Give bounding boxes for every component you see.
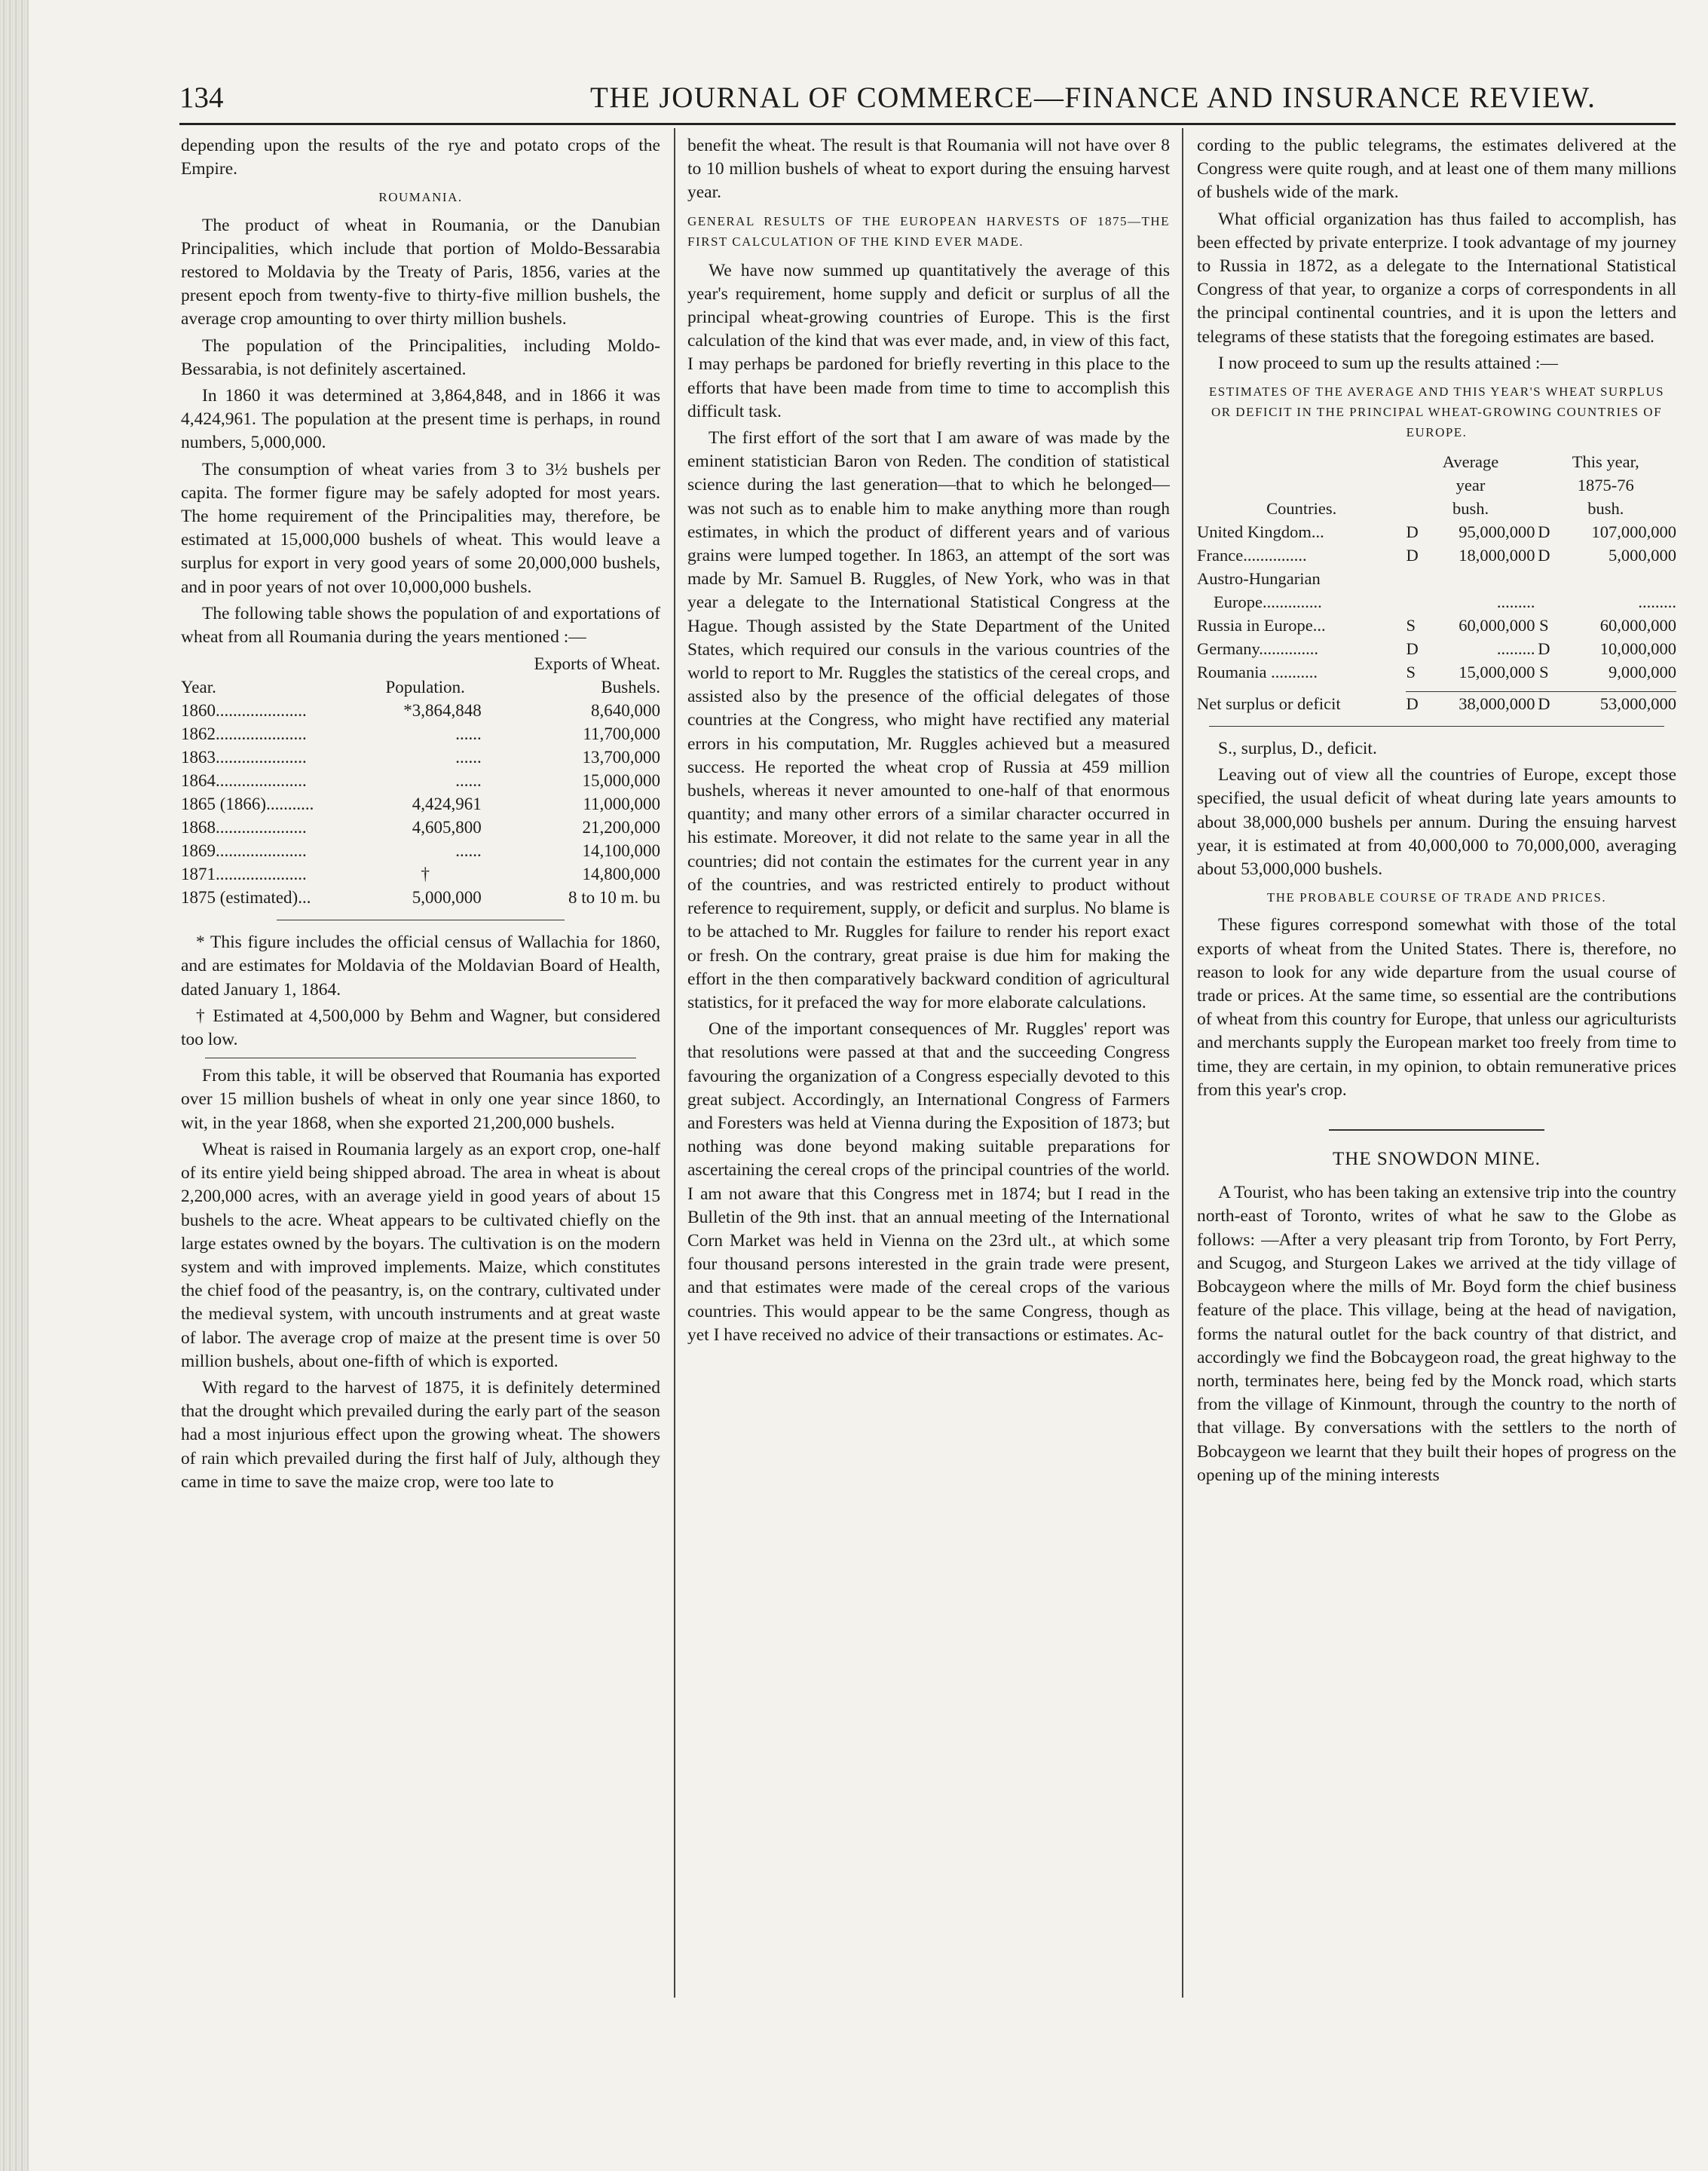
table-row [181,816,660,839]
cell-net-average: 38,000,000 [1459,694,1535,714]
cell-average: 60,000,000 [1459,616,1535,635]
cell-population: ...... [455,748,482,767]
paragraph: With regard to the harvest of 1875, it is definitely determined that the drought which prevailed during the early part of the season had a most injurious effect upon the growing wheat. The showers of rain which prevailed during the first half of July, although they came in time to save the maize crop, were too late to [181,1377,660,1492]
cell-country: Austro-Hungarian [1197,569,1321,589]
column-2 [687,134,1170,1996]
cell-flag: D [1538,694,1550,714]
section-heading-estimates: ESTIMATES OF THE AVERAGE AND THIS YEAR'S WHEAT SURPLUS OR DEFICIT IN THE PRINCIPAL WHEAT-GROWING COUNTRIES OF EUROPE. [1208,384,1665,440]
cell-bushels: 8,640,000 [591,701,660,721]
table-header-average: Average [1442,452,1499,472]
cell-population: 5,000,000 [412,888,482,908]
cell-year: 1875 (estimated)... [181,888,311,908]
table-header-year: Year. [181,678,216,697]
table-row [181,769,660,792]
cell-population: *3,864,848 [403,701,482,721]
table-legend: S., surplus, D., deficit. [1218,739,1377,759]
cell-net-label: Net surplus or deficit [1197,694,1341,714]
paragraph: From this table, it will be observed that Roumania has exported over 15 million bushels of wheat in only one year since 1860, to wit, in the year 1868, when she exported 21,200,000 bushels. [181,1066,660,1133]
table-header-exports: Exports of Wheat. [534,654,660,674]
roumania-exports-table [181,652,660,909]
cell-this-year: 10,000,000 [1599,639,1676,659]
table-row [181,886,660,909]
cell-net-this-year: 53,000,000 [1599,694,1676,714]
section-heading-probable-course: THE PROBABLE COURSE OF TRADE AND PRICES. [1266,890,1607,905]
journal-title: THE JOURNAL OF COMMERCE—FINANCE AND INSURANCE REVIEW. [590,81,1596,114]
footnote-asterisk: * This figure includes the official census of Wallachia for 1860, and are estimates for Moldavia of the Moldavian Board of Health, dated January 1, 1864. [181,932,660,1000]
table-total-row [1197,692,1676,715]
cell-bushels: 15,000,000 [582,771,660,791]
column-divider-1 [674,128,675,1998]
paragraph: The population of the Principalities, including Moldo-Bessarabia, is not definitely ascertained. [181,335,660,379]
cell-country: Roumania ........... [1197,663,1318,682]
cell-year: 1863..................... [181,748,307,767]
cell-flag: S [1406,616,1416,635]
cell-population: 4,424,961 [412,795,482,814]
cell-this-year [1553,567,1676,590]
paragraph: A Tourist, who has been taking an extensive trip into the country north-east of Toronto, writes of what he saw to the Globe as follows: —After a very pleasant trip from Toronto, by Fort Perry, and Scugog, and Sturgeon Lakes we arrived at the tidy village of Bobcaygeon where the mills of Mr. Boyd form the chief business feature of the place. This village, being at the head of navigation, forms the natural outlet for the back country of that district, and accordingly we find the Bobcaygeon road, the great highway to the north, terminates here, being fed by the Monck road, which starts from the village of Kinmount, through the country to the north of that village. By conversations with the settlers to the north of Bobcaygeon we learnt that they built their hopes of progress on the opening up of the mining interests [1197,1183,1676,1485]
cell-this-year: 9,000,000 [1609,663,1676,682]
cell-year: 1860..................... [181,701,307,721]
cell-flag: D [1538,639,1550,659]
table-header-bushels: Bushels. [601,678,660,697]
cell-population: † [421,865,430,884]
cell-year: 1865 (1866)........... [181,795,314,814]
cell-bushels: 11,700,000 [583,724,660,744]
section-heading-roumania: ROUMANIA. [378,190,463,205]
cell-flag: D [1406,639,1419,659]
table-header-this-year: This year, [1572,452,1639,472]
cell-population: 4,605,800 [412,818,482,837]
table-row [181,746,660,769]
cell-this-year: 60,000,000 [1599,616,1676,635]
table-row [1197,590,1676,614]
cell-average: 95,000,000 [1459,522,1535,542]
column-3 [1197,134,1676,1996]
table-header-average-unit: bush. [1452,499,1489,519]
cell-country: France............... [1197,546,1307,565]
paragraph: Wheat is raised in Roumania largely as an export crop, one-half of its entire yield being shipped abroad. The area in wheat is about 2,200,000 acres, with an average yield in good years of about 15 bushels to the acre. Wheat appears to be cultivated chiefly on the large estates owned by the boyars. The cultivation is on the modern system and with improved implements. Maize, which constitutes the chief food of the peasantry, is, on the contrary, cultivated under the medieval system, with uncouth instruments and at great waste of labor. The average crop of maize at the present time is over 50 million bushels, about one-fifth of which is exported. [181,1139,660,1371]
separator [1209,726,1664,727]
wheat-estimates-table [1197,450,1676,715]
cell-average: 18,000,000 [1459,546,1535,565]
page-edge-shadow [0,0,29,2171]
cell-year: 1864..................... [181,771,307,791]
footnote-dagger: † Estimated at 4,500,000 by Behm and Wagner, but considered too low. [181,1006,660,1050]
paragraph: cording to the public telegrams, the estimates delivered at the Congress were quite rough, and at least one of them many millions of bushels wide of the mark. [1197,136,1676,203]
table-row [181,699,660,722]
cell-bushels: 11,000,000 [583,795,660,814]
cell-average [1424,567,1535,590]
table-row [1197,544,1676,567]
cell-bushels: 8 to 10 m. bu [568,888,660,908]
cell-flag: D [1406,546,1419,565]
paragraph: I now proceed to sum up the results attained :— [1218,353,1558,373]
paragraph: The product of wheat in Roumania, or the Danubian Principalities, which include that portion of Moldo-Bessarabia restored to Moldavia by the Treaty of Paris, 1856, varies at the present epoch from twenty-five to thirty-five million bushels, the average crop amounting to over thirty million bushels. [181,215,660,329]
article-separator [1329,1129,1544,1131]
table-row [181,722,660,746]
cell-flag [1535,567,1553,590]
table-header-countries: Countries. [1266,499,1337,519]
cell-population: ...... [455,841,482,861]
article-title-snowdon-mine: THE SNOWDON MINE. [1333,1149,1541,1170]
cell-country: Russia in Europe... [1197,616,1326,635]
section-heading-general-results: GENERAL RESULTS OF THE EUROPEAN HARVESTS OF 1875—THE FIRST CALCULATION OF THE KIND EVER MADE. [687,213,1170,249]
cell-this-year: 107,000,000 [1591,522,1676,542]
column-1 [181,134,660,1996]
paragraph: Leaving out of view all the countries of Europe, except those specified, the usual deficit of wheat during late years amounts to about 38,000,000 bushels per annum. During the ensuing harvest year, it is estimated at from 40,000,000 to 70,000,000, averaging about 53,000,000 bushels. [1197,765,1676,880]
table-row [181,792,660,816]
paragraph: benefit the wheat. The result is that Roumania will not have over 8 to 10 million bushels of wheat to export during the ensuing harvest year. [687,136,1170,203]
cell-bushels: 13,700,000 [582,748,660,767]
cell-year: 1869..................... [181,841,307,861]
paragraph: The following table shows the population of and exportations of wheat from all Roumania during the years mentioned :— [181,603,660,648]
table-header-average-line2: year [1455,476,1486,495]
table-header-this-year-line2: 1875-76 [1577,476,1634,495]
cell-flag [1535,590,1553,614]
cell-flag [1406,590,1424,614]
table-row [1197,520,1676,544]
page-number: 134 [179,81,224,114]
table-row [1197,660,1676,684]
cell-average: ......... [1496,593,1535,612]
cell-flag: S [1539,663,1549,682]
cell-year: 1868..................... [181,818,307,837]
paragraph: The consumption of wheat varies from 3 to 3½ bushels per capita. The former figure may be safely adopted for most years. The home requirement of the Principalities may, therefore, be estimated at 15,000,000 bushels of wheat. This would leave a surplus for export in very good years of some 20,000,000 bushels, and in poor years of not over 10,000,000 bushels. [181,459,660,597]
cell-bushels: 14,800,000 [582,865,660,884]
header-rule [179,123,1676,125]
paragraph: In 1860 it was determined at 3,864,848, and in 1866 it was 4,424,961. The population at the present time is perhaps, in round numbers, 5,000,000. [181,386,660,453]
cell-population: ...... [455,771,482,791]
cell-country: Europe.............. [1214,593,1322,612]
cell-flag: D [1538,546,1550,565]
table-header-population: Population. [385,678,465,697]
cell-this-year: ......... [1638,593,1676,612]
paragraph: We have now summed up quantitatively the average of this year's requirement, home supply and deficit or surplus of all the principal wheat-growing countries of Europe. This is the first calculation of the kind that was ever made, and, in view of this fact, I may perhaps be pardoned for briefly reverting in this place to the efforts that have been made from time to time to accomplish this difficult task. [687,260,1170,421]
paragraph: The first effort of the sort that I am aware of was made by the eminent statistician Baron von Reden. The condition of statistical science during the last generation—that to which he belonged—was not such as to enable him to make anything more than rough estimates, in which the product of different years and of various grains were lumped together. In 1863, an attempt of the sort was made by Mr. Samuel B. Ruggles, of New York, who was in that year a delegate to the International Statistical Congress at the Hague. Though assisted by the State Department of the United States, which required our consuls in the various countries of the world to report to Mr. Ruggles the statistics of the cereal crops, and assisted also by the presence of the official delegates of those countries at the Congress, who might have rectified any material errors in his computation, Mr. Ruggles achieved but a measured success. He reported the wheat crop of Russia at 459 million bushels, whereas it never amounted to one-half of that enormous quantity; and many other errors of a similar character occurred in his estimate. Moreover, it did not relate to the same year in all the countries; did not contain the estimates for the current year in any of the countries, and was restricted entirely to product without reference to requirement, supply, or deficit and surplus. No blame is to be attached to Mr. Ruggles for failure to render his report exact or fresh. On the contrary, great praise is due him for making the effort in the then comparatively backward condition of agricultural statistics, for it prefaced the way for more elaborate calculations. [687,428,1170,1012]
paragraph: These figures correspond somewhat with those of the total exports of wheat from the United States. There is, therefore, no reason to look for any wide departure from the usual course of trade or prices. At the same time, so essential are the contributions of wheat from this country for Europe, that unless our agriculturists and merchants supply the European market too freely from time to time, they are certain, in my opinion, to obtain remunerative prices from this year's crop. [1197,915,1676,1100]
cell-flag: D [1538,522,1550,542]
paragraph: What official organization has thus failed to accomplish, has been effected by private enterprize. I took advantage of my journey to Russia in 1872, as a delegate to the International Statistical Congress of that year, to organize a corps of correspondents in all the principal continental countries, and it is upon the letters and telegrams of these statists that the foregoing estimates are based. [1197,209,1676,347]
paragraph: depending upon the results of the rye and potato crops of the Empire. [181,136,660,179]
table-header-this-year-unit: bush. [1587,499,1624,519]
cell-year: 1871..................... [181,865,307,884]
paragraph: One of the important consequences of Mr. Ruggles' report was that resolutions were passed at that and the succeeding Congress favouring the organization of a Congress especially devoted to this great subject. Accordingly, an International Congress of Farmers and Foresters was held at Vienna during the Exposition of 1873; but nothing was done beyond making suitable preparations for ascertaining the cereal crops of the principal countries of the world. I am not aware that this Congress met in 1874; but I read in the Bulletin of the 9th inst. that an annual meeting of the International Corn Market was held in Vienna on the 23rd ult., at which some four thousand persons interested in the grain trade were present, and that estimates were made of the cereal crops of the various countries. This would appear to be the same Congress, though as yet I have received no advice of their transactions or estimates. Ac- [687,1019,1170,1345]
cell-country: Germany.............. [1197,639,1319,659]
cell-average: ......... [1496,639,1535,659]
table-row [1197,567,1676,590]
table-row [181,839,660,862]
cell-this-year: 5,000,000 [1609,546,1676,565]
cell-bushels: 21,200,000 [582,818,660,837]
cell-flag: D [1406,522,1419,542]
cell-flag: S [1539,616,1549,635]
table-row [181,862,660,886]
column-divider-2 [1182,128,1183,1998]
cell-average: 15,000,000 [1459,663,1535,682]
cell-population: ...... [455,724,482,744]
cell-flag [1406,567,1424,590]
cell-bushels: 14,100,000 [582,841,660,861]
cell-country: United Kingdom... [1197,522,1324,542]
page-header [179,69,1684,115]
table-row [1197,614,1676,637]
table-row [1197,637,1676,660]
cell-year: 1862..................... [181,724,307,744]
cell-flag: S [1406,663,1416,682]
cell-flag: D [1406,694,1419,714]
